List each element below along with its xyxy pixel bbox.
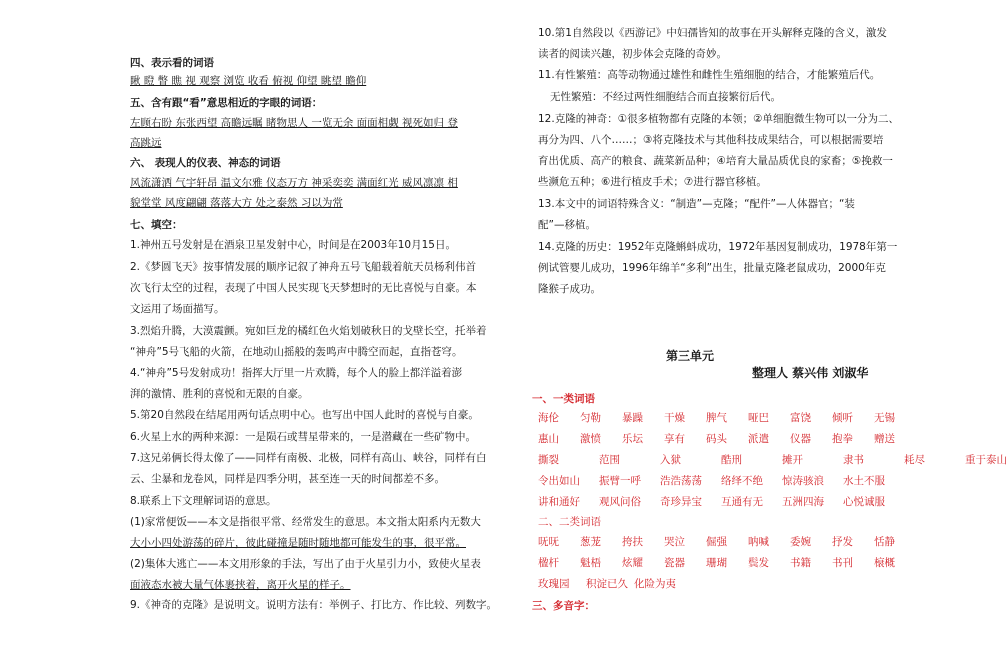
question-11-line-1: 11.有性繁殖：高等动物通过雄性和雌性生殖细胞的结合，才能繁殖后代。 — [538, 69, 881, 81]
section-5-line-1: 左顾右盼 东张西望 高瞻远瞩 睹物思人 一览无余 面面相觑 视死如归 登 — [130, 117, 458, 129]
word-item: 委婉 — [790, 536, 811, 548]
word-item: 五洲四海 — [782, 496, 824, 508]
question-8-2-line-2: 面液态水被大量气体裹挟着，离开火星的样子。 — [130, 579, 351, 591]
word-item: 哑巴 — [748, 412, 769, 424]
word-item: 派遣 — [748, 433, 769, 445]
question-14-line-2: 例试管婴儿成功，1996年绵羊“多利”出生，批量克隆老鼠成功，2000年克 — [538, 262, 886, 274]
organizers: 整理人 蔡兴伟 刘淑华 — [752, 366, 869, 380]
word-item: 享有 — [664, 433, 685, 445]
question-3-line-1: 3.烈焰升腾，大漠震颤。宛如巨龙的橘红色火焰划破秋日的戈壁长空，托举着 — [130, 325, 487, 337]
word-item: 葱茏 — [580, 536, 601, 548]
word-item: 浩浩荡荡 — [660, 475, 702, 487]
word-item: 海伦 — [538, 412, 559, 424]
word-item: 振臂一呼 — [599, 475, 641, 487]
word-item: 互通有无 — [721, 496, 763, 508]
question-6: 6.火星上水的两种来源：一是陨石或彗星带来的，一是潜藏在一些矿物中。 — [130, 431, 477, 443]
question-10-line-1: 10.第1自然段以《西游记》中妇孺皆知的故事在开头解释克隆的含义，激发 — [538, 27, 887, 39]
word-item: 抒发 — [832, 536, 853, 548]
question-12-line-2: 再分为四、八个……；③将克隆技术与其他科技成果结合，可以根据需要培 — [538, 134, 884, 146]
word-item: 干燥 — [664, 412, 685, 424]
question-10-line-2: 读者的阅读兴趣，初步体会克隆的奇妙。 — [538, 48, 727, 60]
section-6-line-1: 风流潇洒 气宇轩昂 温文尔雅 仪态万方 神采奕奕 满面红光 威风凛凛 相 — [130, 177, 458, 189]
question-2-line-1: 2.《梦圆飞天》按事情发展的顺序记叙了神舟五号飞船载着航天员杨利伟首 — [130, 261, 477, 273]
word-item: 珊瑚 — [706, 557, 727, 569]
word-item: 楹杆 — [538, 557, 559, 569]
word-item: 书刊 — [832, 557, 853, 569]
question-14-line-3: 隆猴子成功。 — [538, 283, 601, 295]
category-1-title: 一、一类词语 — [532, 393, 595, 405]
word-item: 倾听 — [832, 412, 853, 424]
word-item: 挎扶 — [622, 536, 643, 548]
word-item: 撕裂 — [538, 454, 559, 466]
question-8-2-line-1: (2)集体大逃亡——本文用形象的手法，写出了由于火星引力小，致使火星表 — [130, 558, 481, 570]
question-7-line-2: 云、尘暴和龙卷风，同样是四季分明，甚至连一天的时间都差不多。 — [130, 473, 445, 485]
question-3-line-2: “神舟”5号飞船的火箭，在地动山摇般的轰鸣声中腾空而起，直指苍穹。 — [130, 346, 463, 358]
word-item: 玫瑰园 — [538, 578, 570, 590]
word-item: 匀勒 — [580, 412, 601, 424]
word-item: 激愤 — [580, 433, 601, 445]
unit-title: 第三单元 — [666, 349, 715, 363]
word-item: 令出如山 — [538, 475, 580, 487]
word-item: 耗尽 — [904, 454, 925, 466]
question-4-line-1: 4.“神舟”5号发射成功！指挥大厅里一片欢腾，每个人的脸上都洋溢着澎 — [130, 367, 463, 379]
section-5-line-2: 高跳远 — [130, 137, 162, 149]
word-item: 乐坛 — [622, 433, 643, 445]
word-item: 化险为夷 — [634, 578, 676, 590]
word-item: 讲和通好 — [538, 496, 580, 508]
section-4-words: 瞅 瞪 瞥 瞧 视 观察 浏览 收看 俯视 仰望 眺望 瞻仰 — [130, 75, 367, 87]
question-8-1-line-2: 大小小四处游荡的碎片，彼此碰撞是随时随地都可能发生的事，很平常。 — [130, 537, 466, 549]
word-item: 观风问俗 — [599, 496, 641, 508]
section-4-title: 四、表示看的词语 — [130, 57, 214, 69]
word-item: 酷刑 — [721, 454, 742, 466]
section-7-title: 七、填空： — [130, 219, 183, 231]
question-12-line-3: 育出优质、高产的粮食、蔬菜新品种；④培育大量品质优良的家畜；⑤挽救一 — [538, 155, 893, 167]
question-7-line-1: 7.这兄弟俩长得太像了——同样有南极、北极，同样有高山、峡谷，同样有白 — [130, 452, 487, 464]
word-item: 水土不服 — [843, 475, 885, 487]
section-6-line-2: 貌堂堂 风度翩翩 落落大方 处之泰然 习以为常 — [130, 197, 343, 209]
question-2-line-3: 文运用了场面描写。 — [130, 303, 225, 315]
question-14-line-1: 14.克隆的历史：1952年克隆蝌蚪成功，1972年基因复制成功，1978年第一 — [538, 241, 898, 253]
question-12-line-1: 12.克隆的神奇：①很多植物都有克隆的本领；②单细胞微生物可以一分为二、 — [538, 113, 900, 125]
word-item: 炫耀 — [622, 557, 643, 569]
word-item: 惊涛骇浪 — [782, 475, 824, 487]
word-item: 惠山 — [538, 433, 559, 445]
word-item: 摊开 — [782, 454, 803, 466]
word-item: 书籍 — [790, 557, 811, 569]
word-item: 哭泣 — [664, 536, 685, 548]
word-item: 呐喊 — [748, 536, 769, 548]
word-item: 赠送 — [874, 433, 895, 445]
question-9: 9.《神奇的克隆》是说明文。说明方法有：举例子、打比方、作比较、列数字。 — [130, 599, 498, 611]
word-item: 无锡 — [874, 412, 895, 424]
word-item: 魁梧 — [580, 557, 601, 569]
category-2-title: 二、二类词语 — [538, 516, 601, 528]
word-item: 富饶 — [790, 412, 811, 424]
word-item: 倔强 — [706, 536, 727, 548]
question-2-line-2: 次飞行太空的过程，表现了中国人民实现飞天梦想时的无比喜悦与自豪。本 — [130, 282, 477, 294]
question-13-line-1: 13.本文中的词语特殊含义：“制造”—克隆；“配件”—人体器官；“装 — [538, 198, 855, 210]
word-item: 入狱 — [660, 454, 681, 466]
question-8: 8.联系上下文理解词语的意思。 — [130, 495, 277, 507]
word-item: 鬓发 — [748, 557, 769, 569]
question-13-line-2: 配”—移植。 — [538, 219, 596, 231]
category-3-title: 三、多音字： — [532, 600, 595, 612]
word-item: 奇珍异宝 — [660, 496, 702, 508]
word-item: 范围 — [599, 454, 620, 466]
question-12-line-4: 些濒危五种；⑥进行植皮手术；⑦进行器官移植。 — [538, 176, 767, 188]
section-5-title: 五、含有跟“看”意思相近的字眼的词语： — [130, 97, 323, 109]
word-item: 抱拳 — [832, 433, 853, 445]
word-item: 榱概 — [874, 557, 895, 569]
word-item: 络绎不绝 — [721, 475, 763, 487]
word-item: 隶书 — [843, 454, 864, 466]
word-item: 积淀已久 — [586, 578, 628, 590]
word-item: 码头 — [706, 433, 727, 445]
question-8-1-line-1: (1)家常便饭——本文是指很平常、经常发生的意思。本文指太阳系内无数大 — [130, 516, 481, 528]
question-4-line-2: 湃的激情、胜利的喜悦和无限的自豪。 — [130, 388, 309, 400]
word-item: 呒呒 — [538, 536, 559, 548]
word-item: 暴躁 — [622, 412, 643, 424]
question-11-line-2: 无性繁殖：不经过两性细胞结合而直接繁衍后代。 — [550, 91, 781, 103]
word-item: 瓷器 — [664, 557, 685, 569]
section-6-title: 六、 表现人的仪表、神态的词语 — [130, 157, 281, 169]
word-item: 脾气 — [706, 412, 727, 424]
question-1: 1.神州五号发射是在酒泉卫星发射中心，时间是在2003年10月15日。 — [130, 239, 456, 251]
word-item: 心悦诚服 — [843, 496, 885, 508]
word-item: 仪器 — [790, 433, 811, 445]
word-item: 恬静 — [874, 536, 895, 548]
word-item: 重于泰山 — [965, 454, 1007, 466]
question-5: 5.第20自然段在结尾用两句话点明中心。也写出中国人此时的喜悦与自豪。 — [130, 409, 479, 421]
